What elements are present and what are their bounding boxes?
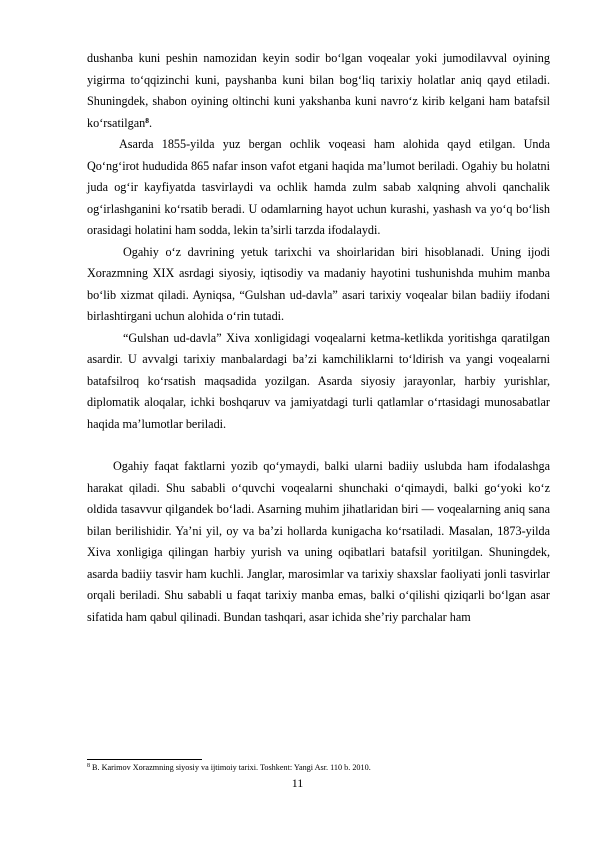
paragraph-famine: Asarda 1855-yilda yuz bergan ochlik voqeasi ham alohida qayd etilgan. Unda Qo‘ng‘irot hududida 865 nafar inson vafot etgani haqida ma’lumot beriladi. Ogahiy bu holatni juda og‘ir kayfiyatda tasvirlaydi va ochlik hamda zulm sabab xalqning ahvoli qanchalik og‘irlashganini ko‘rsatib beradi. U odamlarning hayot uchun kurashi, yashash va yo‘q bo‘lish orasidagi holatini ham sodda, lekin ta’sirli tarzda ifodalaydi. — [87, 137, 550, 237]
document-body — [87, 48, 550, 628]
paragraph-gap — [87, 435, 550, 456]
footnote-divider — [87, 759, 202, 760]
paragraph-artistic-style: Ogahiy faqat faktlarni yozib qo‘ymaydi, balki ularni badiiy uslubda ham ifodalashga harakat qiladi. Shu sababli o‘quvchi voqealarni shunchaki o‘qimaydi, balki go‘yoki ko‘z oldida tasavvur qilgandek bo‘ladi. Asarning muhim jihatlaridan biri — voqealarning aniq sana bilan berilishidir. Ya’ni yil, oy va ba’zi hollarda kunigacha ko‘rsatiladi. Masalan, 1873-yilda Xiva xonligiga qilingan harbiy yurish va uning oqibatlari batafsil yoritilgan. Shuningdek, asarda badiiy tasvir ham kuchli. Janglar, marosimlar va tarixiy shaxslar faoliyati jonli tasvirlar orqali beriladi. Shu sababli u faqat tarixiy manba emas, balki o‘qilishi qiziqarli bo‘lgan asar sifatida ham qabul qilinadi. Bundan tashqari, asar ichida she’riy parchalar ham — [87, 459, 550, 624]
footnote-marker: 8 — [87, 763, 90, 769]
paragraph-gulshan-ud-davla: “Gulshan ud-davla” Xiva xonligidagi voqealarni ketma-ketlikda yoritishga qaratilgan asardir. U avvalgi tarixiy manbalardagi ba’zi kamchiliklarni to‘ldirish va yangi voqealarni batafsilroq ko‘rsatish maqsadida yozilgan. Asarda siyosiy jarayonlar, harbiy yurishlar, diplomatik aloqalar, ichki boshqaruv va jamiyatdagi turli qatlamlar o‘rtasidagi munosabatlar haqida ma’lumotlar beriladi. — [87, 330, 550, 431]
paragraph-continued: dushanba kuni peshin namozidan keyin sodir bo‘lgan voqealar yoki jumodilavval oyining yigirma to‘qqizinchi kuni, payshanba kuni bilan bog‘liq tarixiy holatlar aniq qayd etiladi. Shuningdek, shabon oyining oltinchi kuni yakshanba kuni navro‘z kirib kelgani ham batafsil ko‘rsatilgan$^8$. — [87, 51, 550, 130]
footnote-reference[interactable]: 8 — [145, 115, 149, 125]
footnote — [87, 762, 550, 773]
page-number: 11 — [291, 776, 304, 790]
paragraph-ogahiy-historian: Ogahiy o‘z davrining yetuk tarixchi va shoirlaridan biri hisoblanadi. Uning ijodi Xorazmning XIX asrdagi siyosiy, iqtisodiy va madaniy hayotini tushunishda muhim manba bo‘lib xizmat qiladi. Ayniqsa, “Gulshan ud-davla” asari tarixiy voqealar bilan badiiy ifodani birlashtirgani uchun alohida o‘rin tutadi. — [87, 244, 550, 323]
footnote-text: B. Karimov Xorazmning siyosiy va ijtimoiy tarixi. Toshkent: Yangi Asr. 110 b. 2010. — [90, 763, 371, 772]
